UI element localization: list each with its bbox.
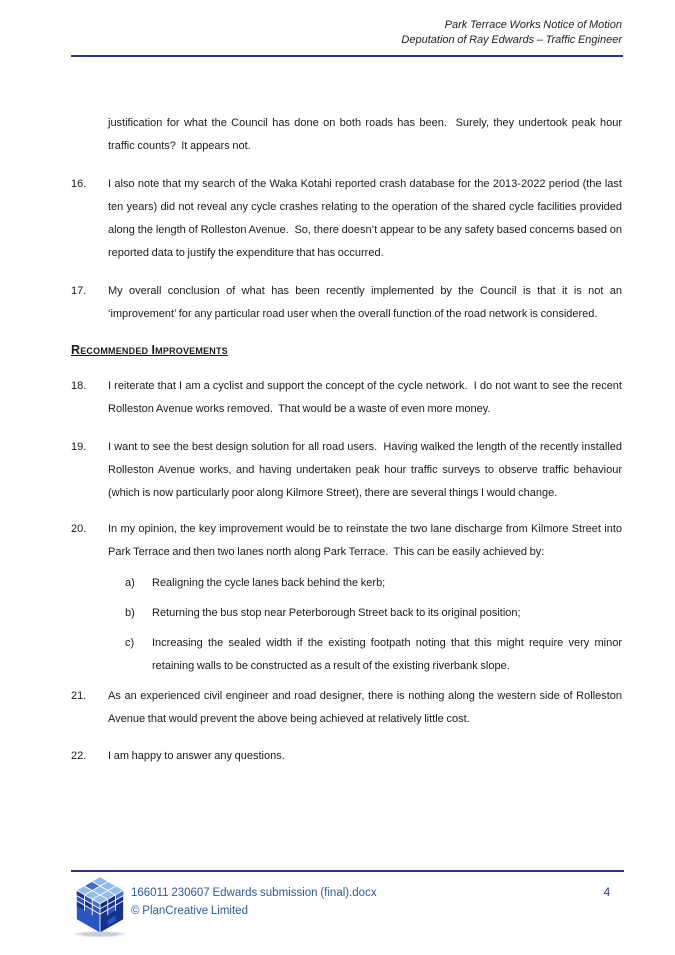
- numbered-item-22: [71, 745, 622, 768]
- footer-copyright: © PlanCreative Limited: [131, 905, 248, 917]
- header-rule: [71, 55, 623, 57]
- numbered-item-21: [71, 685, 625, 731]
- sub-item-label: a): [125, 577, 135, 589]
- item-text: I want to see the best design solution for all road users. Having walked the length of the recently installed Rolleston Avenue works, and having undertaken peak hour traffic surveys to observe traffic behaviour (which is now particularly poor along Kilmore Street), there are several things I would change.: [108, 441, 625, 499]
- numbered-item-18: [71, 375, 625, 421]
- item-text: I also note that my search of the Waka Kotahi reported crash database for the 2013-2022 period (the last ten years) did not reveal any cycle crashes relating to the operation of the shared cycle facilities provided along the length of Rolleston Avenue. So, there doesn’t appear to be any safety based concerns based on reported data to justify the expenditure that has occurred.: [108, 178, 625, 259]
- header-title-line1: Park Terrace Works Notice of Motion: [444, 19, 622, 31]
- numbered-item-19: [71, 436, 625, 505]
- document-body: [71, 112, 625, 783]
- section-heading: Recommended Improvements: [71, 343, 228, 357]
- item-number: 18.: [71, 380, 87, 392]
- document-header: [401, 18, 622, 48]
- item-number: 19.: [71, 441, 87, 453]
- sub-item-text: Increasing the sealed width if the existing footpath noting that this might require very minor retaining walls to be constructed as a result of the existing riverbank slope.: [152, 637, 625, 672]
- numbered-item-16: [71, 173, 625, 265]
- sub-item-text: Returning the bus stop near Peterborough Street back to its original position;: [152, 607, 521, 619]
- sub-item-label: b): [125, 607, 135, 619]
- item-number: 20.: [71, 523, 87, 535]
- item-text: As an experienced civil engineer and road designer, there is nothing along the western side of Rolleston Avenue that would prevent the above being achieved at relatively little cost.: [108, 690, 625, 725]
- sub-item-text: Realigning the cycle lanes back behind the kerb;: [152, 577, 386, 589]
- footer-rule: [71, 870, 624, 872]
- item-text: I reiterate that I am a cyclist and support the concept of the cycle network. I do not want to see the recent Rolleston Avenue works removed. That would be a waste of even more money.: [108, 380, 625, 415]
- item-number: 17.: [71, 285, 87, 297]
- page-number: 4: [603, 885, 611, 899]
- item-number: 21.: [71, 690, 87, 702]
- footer-text-block: [131, 884, 377, 920]
- sub-item-b: [125, 602, 622, 625]
- sub-item-label: c): [125, 637, 135, 649]
- plancreative-cube-logo-icon: [72, 874, 128, 938]
- item-text: My overall conclusion of what has been recently implemented by the Council is that it is not an ‘improvement’ for any particular road user when the overall function of the road network is considered.: [108, 285, 625, 320]
- sub-item-a: [125, 572, 622, 595]
- item-text: In my opinion, the key improvement would be to reinstate the two lane discharge from Kilmore Street into Park Terrace and then two lanes north along Park Terrace. This can be easily achieved by:: [108, 523, 625, 558]
- item-number: 16.: [71, 178, 87, 190]
- sub-item-c: [125, 632, 625, 678]
- item-text: I am happy to answer any questions.: [108, 750, 285, 762]
- footer-filename: 166011 230607 Edwards submission (final).docx: [131, 887, 377, 899]
- numbered-item-17: [71, 280, 625, 326]
- item-number: 22.: [71, 750, 87, 762]
- continuation-paragraph: justification for what the Council has done on both roads has been. Surely, they undertook peak hour traffic counts? It appears not.: [108, 117, 625, 152]
- header-title-line2: Deputation of Ray Edwards – Traffic Engineer: [401, 34, 622, 46]
- numbered-item-20: [71, 518, 625, 564]
